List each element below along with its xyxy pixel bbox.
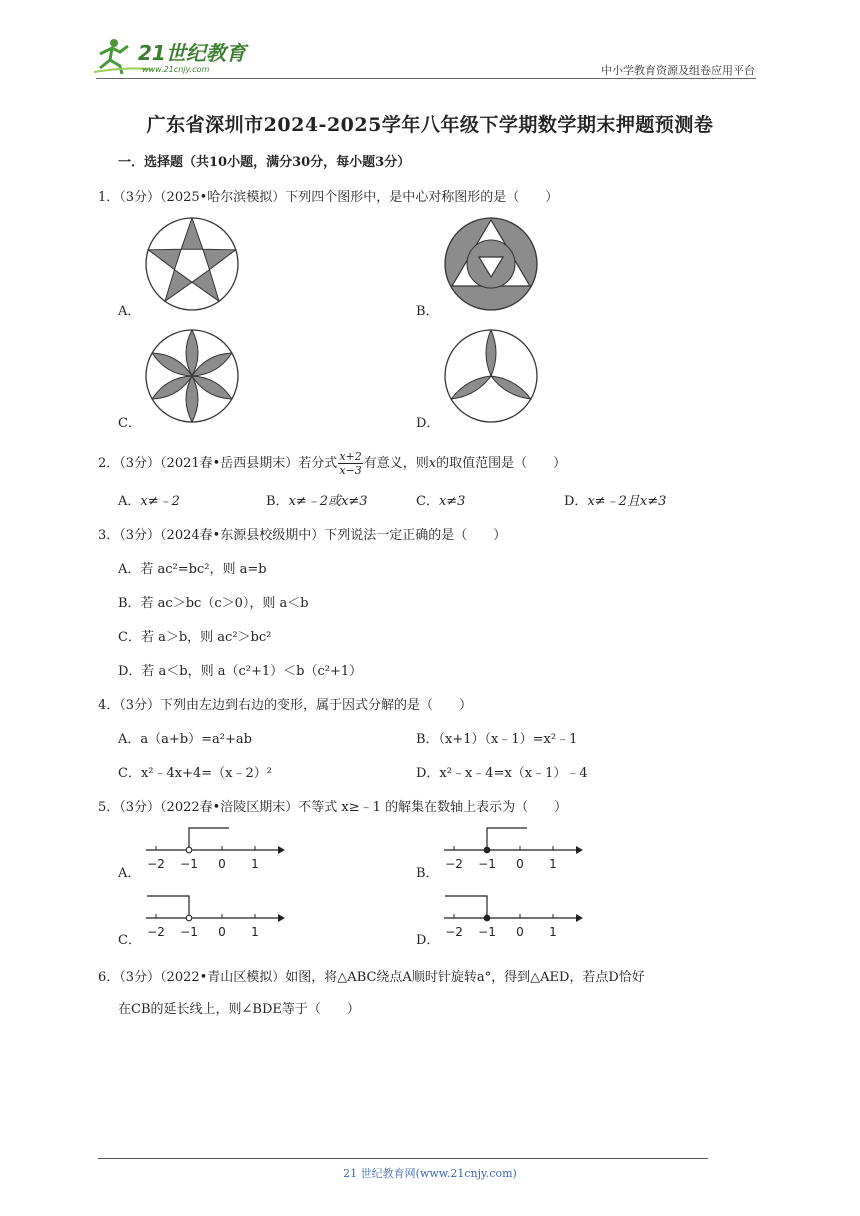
q3-option-a: A．若 ac²=bc²，则 a=b [118, 562, 267, 577]
question-text: （3分）（2025•哈尔滨模拟）下列四个图形中，是中心对称图形的是（ ） [119, 190, 559, 205]
axis-arrow [278, 914, 285, 922]
solution-bracket [445, 896, 487, 918]
q5-option-a-label: A． [118, 866, 141, 881]
tick-label: 0 [516, 925, 524, 939]
axis-arrow [278, 846, 285, 854]
q4-option-c: C．x²﹣4x+4=（x﹣2）² [118, 766, 272, 781]
q3-option-b: B．若 ac＞bc（c＞0），则 a＜b [118, 596, 309, 611]
tick-label: 0 [516, 857, 524, 871]
figure-b-triangle [441, 214, 541, 314]
tick-label: 1 [251, 925, 259, 939]
q1-option-b-label: B． [416, 304, 439, 319]
q1-option-d-label: D． [416, 416, 440, 431]
tick-label: −2 [445, 857, 463, 871]
solution-bracket [487, 828, 527, 850]
tick-label: −1 [180, 925, 198, 939]
tick-label: 0 [218, 857, 226, 871]
question-2: 2．（3分）（2021春•岳西县期末）若分式 $\frac{x+2}{x-3}$ 有意义，则x的取值范围是（ ） [98, 450, 567, 477]
fraction: $\frac{x+2}{x-3}$ [339, 450, 362, 477]
q2-option-c: C．x≠3 [416, 494, 466, 509]
question-6-line2: 在CB的延长线上，则∠BDE等于（ ） [118, 1002, 360, 1017]
tick-label: 1 [549, 925, 557, 939]
q3-option-c: C．若 a＞b，则 ac²＞bc² [118, 630, 272, 645]
closed-point [484, 847, 490, 853]
page-title: 广东省深圳市2024-2025学年八年级下学期数学期末押题预测卷 [146, 114, 714, 136]
logo [92, 36, 262, 76]
figure-c-six-petals [142, 326, 242, 426]
number-line-b [440, 822, 585, 874]
axis-arrow [576, 914, 583, 922]
q2-option-b: B．x≠﹣2或x≠3 [266, 494, 368, 509]
q2-option-a: A．x≠﹣2 [118, 494, 180, 509]
q2-option-d: D．x≠﹣2且x≠3 [564, 494, 667, 509]
q3-option-d: D．若 a＜b，则 a（c²+1）＜b（c²+1） [118, 664, 363, 679]
tick-label: −2 [147, 925, 165, 939]
section-heading: 一．选择题（共10小题，满分30分，每小题3分） [118, 155, 411, 170]
question-number: 1． [98, 190, 120, 205]
tick-label: −2 [147, 857, 165, 871]
question-5: 5．（3分）（2022春•涪陵区期末）不等式 x≥﹣1 的解集在数轴上表示为（ ） [98, 800, 568, 815]
q5-option-d-label: D． [416, 933, 440, 948]
question-3: 3．（3分）（2024春•东源县校级期中）下列说法一定正确的是（ ） [98, 528, 507, 543]
q1-option-c-label: C． [118, 416, 141, 431]
logo-url: www.21cnjy.com [142, 65, 210, 74]
axis-arrow [576, 846, 583, 854]
q4-option-a: A．a（a+b）=a²+ab [118, 732, 252, 747]
tick-label: −2 [445, 925, 463, 939]
question-4: 4．（3分）下列由左边到右边的变形，属于因式分解的是（ ） [98, 698, 473, 713]
question-6: 6．（3分）（2022•青山区模拟）如图，将△ABC绕点A顺时针旋转a°，得到△AED，若点D恰好 [98, 970, 645, 985]
q1-option-a-label: A． [118, 304, 141, 319]
q5-option-b-label: B． [416, 866, 439, 881]
closed-point [484, 915, 490, 921]
tick-label: 1 [251, 857, 259, 871]
figure-a-star [142, 214, 242, 314]
number-line-a [142, 822, 287, 874]
tick-label: −1 [478, 925, 496, 939]
number-line-d [440, 890, 585, 942]
solution-bracket [147, 896, 189, 918]
open-point [186, 915, 192, 921]
tick-label: −1 [478, 857, 496, 871]
logo-text: 21世纪教育 [138, 41, 246, 65]
open-point [186, 847, 192, 853]
q4-option-d: D．x²﹣x﹣4=x（x﹣1）﹣4 [416, 766, 588, 781]
footer-divider [98, 1158, 708, 1159]
number-line-c [142, 890, 287, 942]
header-divider [96, 78, 756, 79]
tick-label: 0 [218, 925, 226, 939]
solution-bracket [189, 828, 229, 850]
header-platform-text: 中小学教育资源及组卷应用平台 [601, 64, 755, 77]
q4-option-b: B．（x+1）（x﹣1）=x²﹣1 [416, 732, 578, 747]
tick-label: −1 [180, 857, 198, 871]
question-1 [98, 186, 558, 205]
tick-label: 1 [549, 857, 557, 871]
footer-text: 21 世纪教育网(www.21cnjy.com) [343, 1167, 517, 1180]
figure-d-three-petals [441, 326, 541, 426]
q5-option-c-label: C． [118, 933, 141, 948]
